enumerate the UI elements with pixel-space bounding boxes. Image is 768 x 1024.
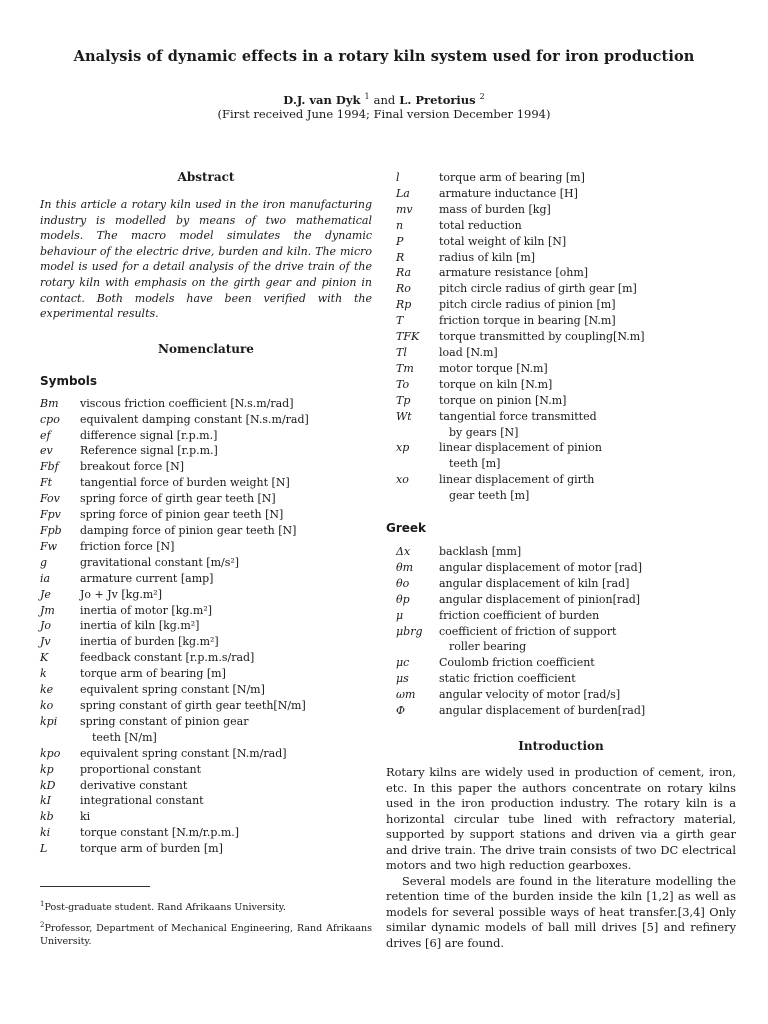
nomenclature-symbol	[386, 488, 439, 504]
nomenclature-row	[386, 409, 736, 425]
author-2-footnote-mark: 2	[479, 92, 485, 101]
nomenclature-row	[386, 393, 736, 409]
nomenclature-symbol: ωm	[396, 688, 416, 702]
nomenclature-definition: armature inductance [H]	[439, 186, 578, 200]
nomenclature-row	[386, 186, 736, 202]
nomenclature-symbol: Fw	[40, 539, 58, 553]
nomenclature-row	[40, 396, 372, 412]
nomenclature-symbol: Fpv	[40, 508, 61, 522]
author-line	[0, 92, 768, 107]
nomenclature-definition: coefficient of friction of support	[439, 624, 617, 638]
nomenclature-row	[386, 472, 736, 488]
nomenclature-definition: tangential force transmitted	[439, 409, 597, 423]
nomenclature-definition: total weight of kiln [N]	[439, 234, 567, 248]
nomenclature-row	[386, 425, 736, 441]
nomenclature-symbol: ke	[40, 683, 54, 697]
nomenclature-symbol: kD	[40, 778, 56, 792]
nomenclature-symbol: Jo	[40, 619, 52, 633]
nomenclature-row	[40, 618, 372, 634]
nomenclature-definition: angular displacement of pinion[rad]	[439, 592, 641, 606]
nomenclature-definition: torque arm of burden [m]	[80, 842, 223, 856]
nomenclature-symbol: R	[396, 250, 405, 264]
nomenclature-definition: armature resistance [ohm]	[439, 266, 589, 280]
footnote-rule	[40, 886, 150, 887]
nomenclature-row	[386, 560, 736, 576]
nomenclature-definition: torque constant [N.m/r.p.m.]	[80, 826, 240, 840]
nomenclature-row	[40, 698, 372, 714]
nomenclature-definition: difference signal [r.p.m.]	[80, 428, 218, 442]
nomenclature-definition: viscous friction coefficient [N.s.m/rad]	[80, 396, 294, 410]
nomenclature-definition: mass of burden [kg]	[439, 202, 551, 216]
nomenclature-definition: angular displacement of kiln [rad]	[439, 576, 630, 590]
nomenclature-symbol: cpo	[40, 412, 60, 426]
footnote-2	[40, 919, 372, 949]
nomenclature-definition: backlash [mm]	[439, 545, 522, 559]
footnote-1-mark: 1	[40, 900, 45, 908]
nomenclature-definition: spring constant of girth gear teeth[N/m]	[80, 698, 306, 712]
nomenclature-definition: tangential force of burden weight [N]	[80, 476, 290, 490]
nomenclature-definition: angular displacement of motor [rad]	[439, 560, 643, 574]
nomenclature-row	[40, 571, 372, 587]
nomenclature-definition: radius of kiln [m]	[439, 250, 536, 264]
nomenclature-row	[40, 587, 372, 603]
nomenclature-row	[386, 544, 736, 560]
nomenclature-symbol: μ	[396, 608, 404, 622]
nomenclature-definition: teeth [N/m]	[92, 730, 157, 744]
nomenclature-row	[386, 313, 736, 329]
nomenclature-row	[40, 491, 372, 507]
nomenclature-symbol: P	[396, 234, 404, 248]
nomenclature-symbol: μbrg	[396, 624, 423, 638]
nomenclature-row	[40, 459, 372, 475]
nomenclature-symbol: Fbf	[40, 460, 59, 474]
nomenclature-definition: feedback constant [r.p.m.s/rad]	[80, 651, 255, 665]
nomenclature-definition: Reference signal [r.p.m.]	[80, 444, 218, 458]
nomenclature-definition: equivalent spring constant [N/m]	[80, 683, 265, 697]
nomenclature-definition: torque on kiln [N.m]	[439, 377, 553, 391]
nomenclature-definition: integrational constant	[80, 794, 204, 808]
nomenclature-row	[40, 825, 372, 841]
nomenclature-symbol: To	[396, 377, 410, 391]
nomenclature-row	[386, 655, 736, 671]
received-dates: (First received June 1994; Final version December 1994)	[217, 107, 551, 121]
footnotes	[40, 898, 372, 953]
nomenclature-symbol: Tp	[396, 393, 411, 407]
nomenclature-row	[386, 671, 736, 687]
nomenclature-symbol: n	[396, 218, 404, 232]
nomenclature-row	[386, 170, 736, 186]
nomenclature-definition: armature current [amp]	[80, 571, 214, 585]
nomenclature-symbol: θo	[396, 576, 410, 590]
nomenclature-row	[386, 329, 736, 345]
nomenclature-row	[386, 250, 736, 266]
nomenclature-symbol: Fov	[40, 492, 60, 506]
nomenclature-definition: motor torque [N.m]	[439, 361, 548, 375]
nomenclature-symbol: θp	[396, 592, 410, 606]
nomenclature-row	[386, 234, 736, 250]
nomenclature-row	[386, 218, 736, 234]
nomenclature-row	[40, 523, 372, 539]
greek-symbols-list	[386, 544, 736, 719]
nomenclature-definition: linear displacement of pinion	[439, 441, 602, 455]
nomenclature-symbol: kpo	[40, 746, 61, 760]
nomenclature-symbol: La	[396, 186, 410, 200]
symbols-heading: Symbols	[40, 373, 98, 388]
nomenclature-definition: roller bearing	[449, 640, 527, 654]
nomenclature-row	[386, 265, 736, 281]
nomenclature-symbol: Jv	[40, 635, 51, 649]
nomenclature-row	[40, 666, 372, 682]
nomenclature-symbol: θm	[396, 560, 414, 574]
introduction-heading: Introduction	[518, 739, 604, 753]
nomenclature-definition: pitch circle radius of girth gear [m]	[439, 282, 637, 296]
nomenclature-symbol: ki	[40, 826, 51, 840]
nomenclature-row	[40, 730, 372, 746]
nomenclature-row	[40, 746, 372, 762]
nomenclature-row	[386, 297, 736, 313]
paper-title: Analysis of dynamic effects in a rotary kiln system used for iron production	[73, 48, 695, 65]
nomenclature-row	[40, 650, 372, 666]
nomenclature-definition: spring force of pinion gear teeth [N]	[80, 508, 284, 522]
nomenclature-symbol: kp	[40, 762, 54, 776]
nomenclature-symbol: kb	[40, 810, 54, 824]
nomenclature-definition: total reduction	[439, 218, 522, 232]
nomenclature-symbol: mv	[396, 202, 413, 216]
nomenclature-definition: linear displacement of girth	[439, 473, 595, 487]
right-column	[386, 170, 736, 951]
abstract-heading: Abstract	[177, 170, 235, 184]
symbols-list-left	[40, 396, 372, 857]
nomenclature-row	[386, 576, 736, 592]
nomenclature-symbol: K	[40, 651, 49, 665]
nomenclature-symbol: μs	[396, 672, 409, 686]
nomenclature-definition: friction force [N]	[80, 539, 175, 553]
nomenclature-row	[40, 682, 372, 698]
nomenclature-symbol: g	[40, 555, 48, 569]
nomenclature-symbol: k	[40, 667, 47, 681]
nomenclature-row	[40, 793, 372, 809]
nomenclature-row	[386, 361, 736, 377]
nomenclature-definition: equivalent damping constant [N.s.m/rad]	[80, 412, 309, 426]
nomenclature-definition: Coulomb friction coefficient	[439, 656, 595, 670]
nomenclature-symbol: l	[396, 171, 400, 184]
nomenclature-row	[40, 555, 372, 571]
nomenclature-definition: gear teeth [m]	[449, 489, 530, 503]
nomenclature-definition: angular velocity of motor [rad/s]	[439, 688, 621, 702]
intro-paragraph-2: Several models are found in the literature modelling the retention time of the burden inside the kiln [1,2] as well as models for several possible ways of heat transfer.[3,4] Only similar dynamic models of ball mill drives [5] and refinery drives [6] are found.	[386, 873, 736, 950]
nomenclature-symbol: ef	[40, 428, 51, 442]
nomenclature-definition: angular displacement of burden[rad]	[439, 704, 646, 718]
nomenclature-symbol: TFK	[396, 330, 420, 344]
nomenclature-heading: Nomenclature	[158, 341, 254, 356]
nomenclature-definition: by gears [N]	[449, 425, 519, 439]
nomenclature-row	[386, 202, 736, 218]
nomenclature-row	[386, 345, 736, 361]
nomenclature-definition: inertia of burden [kg.m²]	[80, 635, 219, 649]
nomenclature-symbol	[386, 425, 439, 441]
nomenclature-definition: torque transmitted by coupling[N.m]	[439, 330, 645, 344]
footnote-2-mark: 2	[40, 920, 45, 929]
nomenclature-row	[386, 639, 736, 655]
nomenclature-row	[40, 443, 372, 459]
nomenclature-definition: pitch circle radius of pinion [m]	[439, 298, 616, 312]
nomenclature-symbol: xp	[396, 441, 410, 455]
author-conjunction: and	[373, 92, 396, 107]
nomenclature-symbol: L	[40, 842, 48, 856]
nomenclature-symbol	[386, 456, 439, 472]
nomenclature-symbol: Ro	[396, 282, 411, 296]
nomenclature-definition: Jo + Jv [kg.m²]	[80, 587, 162, 601]
nomenclature-row	[40, 778, 372, 794]
nomenclature-symbol: Rp	[396, 298, 412, 312]
nomenclature-row	[386, 440, 736, 456]
nomenclature-symbol	[40, 730, 80, 746]
nomenclature-row	[40, 634, 372, 650]
nomenclature-definition: derivative constant	[80, 778, 188, 792]
nomenclature-row	[386, 624, 736, 640]
nomenclature-definition: proportional constant	[80, 762, 202, 776]
nomenclature-symbol: Jm	[40, 603, 55, 617]
nomenclature-row	[386, 281, 736, 297]
nomenclature-symbol: Bm	[40, 396, 59, 410]
nomenclature-definition: static friction coefficient	[439, 672, 576, 686]
nomenclature-symbol: ko	[40, 698, 54, 712]
nomenclature-definition: breakout force [N]	[80, 460, 184, 474]
nomenclature-definition: torque arm of bearing [m]	[80, 667, 226, 681]
nomenclature-row	[40, 428, 372, 444]
nomenclature-symbol	[386, 639, 439, 655]
nomenclature-symbol: Wt	[396, 409, 412, 423]
nomenclature-definition: ki	[80, 810, 91, 824]
nomenclature-definition: spring constant of pinion gear	[80, 714, 249, 728]
nomenclature-symbol: Tm	[396, 361, 414, 375]
nomenclature-symbol: Ra	[396, 266, 412, 280]
nomenclature-symbol: μc	[396, 656, 410, 670]
nomenclature-symbol: ia	[40, 571, 51, 585]
nomenclature-symbol: Fpb	[40, 524, 62, 537]
nomenclature-definition: teeth [m]	[449, 457, 501, 471]
nomenclature-row	[40, 475, 372, 491]
nomenclature-definition: friction torque in bearing [N.m]	[439, 314, 616, 328]
nomenclature-symbol: Φ	[396, 704, 406, 718]
nomenclature-symbol: xo	[396, 473, 409, 487]
nomenclature-definition: friction coefficient of burden	[439, 608, 600, 622]
nomenclature-definition: inertia of motor [kg.m²]	[80, 603, 213, 617]
nomenclature-row	[40, 412, 372, 428]
nomenclature-row	[40, 507, 372, 523]
nomenclature-row	[386, 703, 736, 719]
nomenclature-symbol: T	[396, 314, 404, 328]
nomenclature-symbol: kI	[40, 794, 52, 808]
nomenclature-definition: spring force of girth gear teeth [N]	[80, 492, 276, 506]
nomenclature-row	[40, 841, 372, 857]
nomenclature-row	[40, 809, 372, 825]
nomenclature-row	[386, 456, 736, 472]
nomenclature-symbol: ev	[40, 444, 53, 458]
nomenclature-row	[40, 539, 372, 555]
nomenclature-row	[386, 377, 736, 393]
author-1-footnote-mark: 1	[364, 92, 370, 101]
nomenclature-row	[386, 687, 736, 703]
nomenclature-symbol: kpi	[40, 714, 58, 728]
nomenclature-symbol: Je	[40, 587, 51, 601]
author-2: L. Pretorius	[399, 92, 476, 107]
nomenclature-row	[386, 592, 736, 608]
symbols-list-right	[386, 170, 736, 504]
greek-heading: Greek	[386, 521, 427, 536]
nomenclature-row	[40, 603, 372, 619]
footnote-2-text: Professor, Department of Mechanical Engineering, Rand Afrikaans University.	[40, 922, 372, 948]
footnote-1	[40, 898, 372, 915]
footnote-1-text: Post-graduate student. Rand Afrikaans University.	[44, 902, 286, 914]
nomenclature-symbol: Ft	[40, 476, 53, 490]
nomenclature-symbol: Tl	[396, 345, 407, 359]
nomenclature-row	[40, 714, 372, 730]
nomenclature-definition: torque arm of bearing [m]	[439, 171, 585, 184]
author-1: D.J. van Dyk	[283, 92, 361, 107]
nomenclature-definition: inertia of kiln [kg.m²]	[80, 619, 200, 633]
nomenclature-row	[40, 762, 372, 778]
left-column	[40, 170, 372, 857]
nomenclature-row	[386, 488, 736, 504]
abstract-text: In this article a rotary kiln used in the iron manufacturing industry is modelled by means of two mathematical models. The macro model simulates the dynamic behaviour of the electric drive, burden and kiln. The micro model is used for a detail analysis of the drive train of the rotary kiln with emphasis on the girth gear and pinion in contact. Both models have been verified with the experimental results.	[40, 198, 372, 321]
nomenclature-definition: equivalent spring constant [N.m/rad]	[80, 746, 287, 760]
nomenclature-row	[386, 608, 736, 624]
nomenclature-definition: torque on pinion [N.m]	[439, 393, 567, 407]
nomenclature-definition: gravitational constant [m/s²]	[80, 555, 240, 569]
nomenclature-definition: load [N.m]	[439, 345, 498, 359]
introduction-text	[386, 765, 736, 951]
intro-paragraph-1: Rotary kilns are widely used in production of cement, iron, etc. In this paper the authors concentrate on rotary kilns used in the iron production industry. The rotary kiln is a horizontal circular tube lined with refractory material, supported by support stations and driven via a girth gear and drive train. The drive train consists of two DC electrical motors and two high reduction gearboxes.	[386, 765, 736, 872]
nomenclature-symbol: Δx	[396, 545, 411, 559]
nomenclature-definition: damping force of pinion gear teeth [N]	[80, 524, 297, 537]
